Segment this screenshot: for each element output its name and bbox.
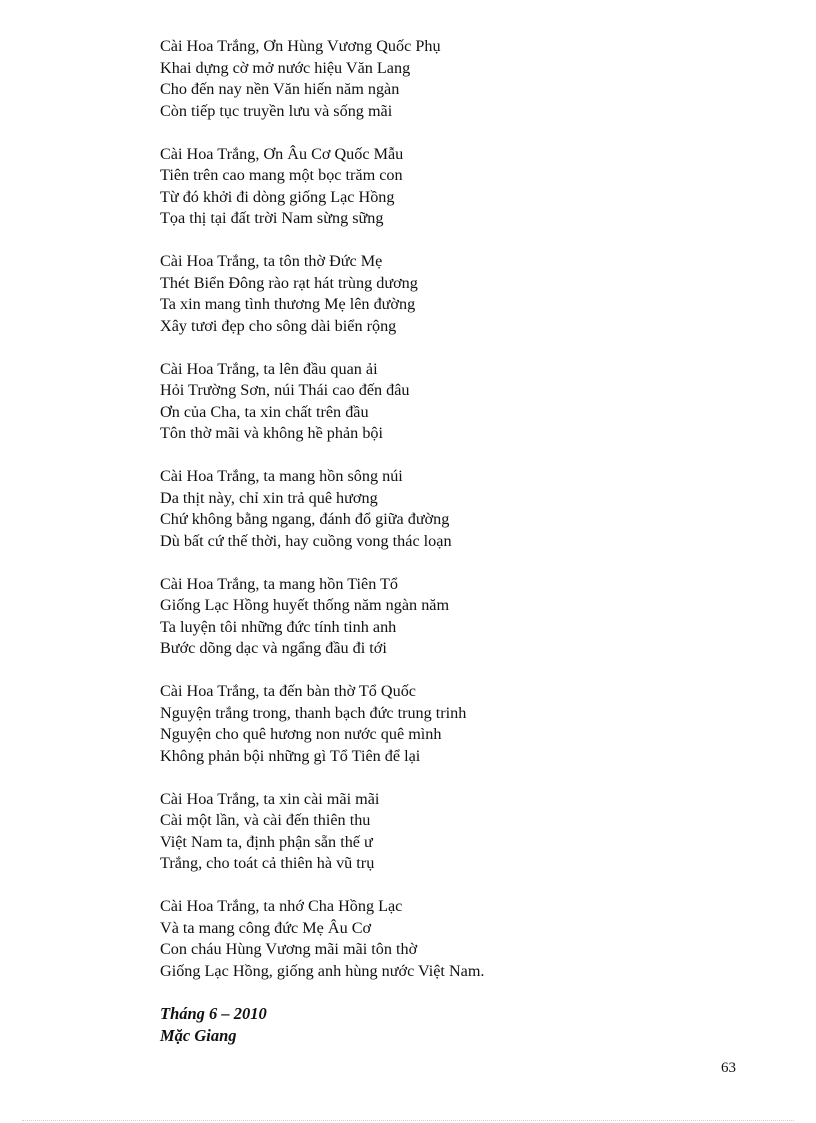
stanza-1 — [160, 36, 760, 122]
poem-line: Con cháu Hùng Vương mãi mãi tôn thờ — [160, 940, 418, 958]
page-number: 63 — [721, 1060, 736, 1076]
poem-line: Cài Hoa Trắng, ta nhớ Cha Hồng Lạc — [160, 897, 403, 915]
poem-line: Cài một lần, và cài đến thiên thu — [160, 811, 371, 829]
stanza-2 — [160, 144, 760, 230]
poem — [160, 36, 760, 1004]
poem-line: Không phản bội những gì Tổ Tiên để lại — [160, 746, 421, 765]
signature-author: Mặc Giang — [160, 1025, 237, 1045]
poem-line: Tôn thờ mãi và không hề phản bội — [160, 424, 384, 442]
poem-line: Cài Hoa Trắng, Ơn Âu Cơ Quốc Mẫu — [160, 144, 404, 163]
poem-line: Xây tươi đẹp cho sông dài biển rộng — [160, 316, 397, 335]
stanza-9 — [160, 896, 760, 982]
poem-line: Da thịt này, chỉ xin trả quê hương — [160, 488, 378, 507]
stanza-8 — [160, 789, 760, 875]
poem-line: Nguyện cho quê hương non nước quê mình — [160, 725, 442, 743]
poem-line: Cài Hoa Trắng, ta đến bàn thờ Tổ Quốc — [160, 682, 416, 700]
poem-line: Cài Hoa Trắng, ta tôn thờ Đức Mẹ — [160, 252, 383, 270]
stanza-4 — [160, 359, 760, 445]
signature — [160, 1003, 267, 1046]
stanza-3 — [160, 251, 760, 337]
poem-line: Cài Hoa Trắng, ta xin cài mãi mãi — [160, 789, 380, 808]
poem-line: Bước dõng dạc và ngẩng đầu đi tới — [160, 639, 387, 657]
poem-line: Nguyện trắng trong, thanh bạch đức trung trinh — [160, 703, 467, 722]
poem-line: Cài Hoa Trắng, ta mang hồn Tiên Tổ — [160, 574, 399, 593]
poem-line: Chứ không bằng ngang, đánh đổ giữa đường — [160, 510, 450, 528]
poem-line: Dù bất cứ thế thời, hay cuồng vong thác loạn — [160, 531, 452, 550]
poem-line: Và ta mang công đức Mẹ Âu Cơ — [160, 918, 372, 937]
stanza-7 — [160, 681, 760, 767]
poem-line: Cài Hoa Trắng, Ơn Hùng Vương Quốc Phụ — [160, 37, 441, 55]
poem-line: Tiên trên cao mang một bọc trăm con — [160, 166, 403, 184]
poem-line: Thét Biển Đông rào rạt hát trùng dương — [160, 273, 418, 292]
poem-line: Cài Hoa Trắng, ta lên đầu quan ải — [160, 359, 378, 378]
stanza-6 — [160, 574, 760, 660]
poem-line: Ta luyện tôi những đức tính tinh anh — [160, 617, 397, 636]
signature-date: Tháng 6 – 2010 — [160, 1004, 267, 1023]
bottom-divider — [22, 1120, 794, 1121]
poem-line: Ơn của Cha, ta xin chất trên đầu — [160, 402, 369, 421]
poem-line: Giống Lạc Hồng, giống anh hùng nước Việt Nam. — [160, 961, 485, 980]
poem-line: Giống Lạc Hồng huyết thống năm ngàn năm — [160, 596, 450, 614]
poem-line: Ta xin mang tình thương Mẹ lên đường — [160, 295, 416, 313]
stanza-5 — [160, 466, 760, 552]
poem-line: Hỏi Trường Sơn, núi Thái cao đến đâu — [160, 381, 410, 399]
poem-line: Tọa thị tại đất trời Nam sừng sững — [160, 209, 384, 227]
poem-line: Trắng, cho toát cả thiên hà vũ trụ — [160, 854, 375, 872]
poem-line: Còn tiếp tục truyền lưu và sống mãi — [160, 101, 393, 120]
poem-line: Cài Hoa Trắng, ta mang hồn sông núi — [160, 467, 403, 485]
poem-line: Việt Nam ta, định phận sẵn thế ư — [160, 832, 373, 851]
poem-line: Cho đến nay nền Văn hiến năm ngàn — [160, 80, 400, 98]
poem-line: Khai dựng cờ mở nước hiệu Văn Lang — [160, 58, 411, 77]
poem-line: Từ đó khởi đi dòng giống Lạc Hồng — [160, 187, 395, 206]
